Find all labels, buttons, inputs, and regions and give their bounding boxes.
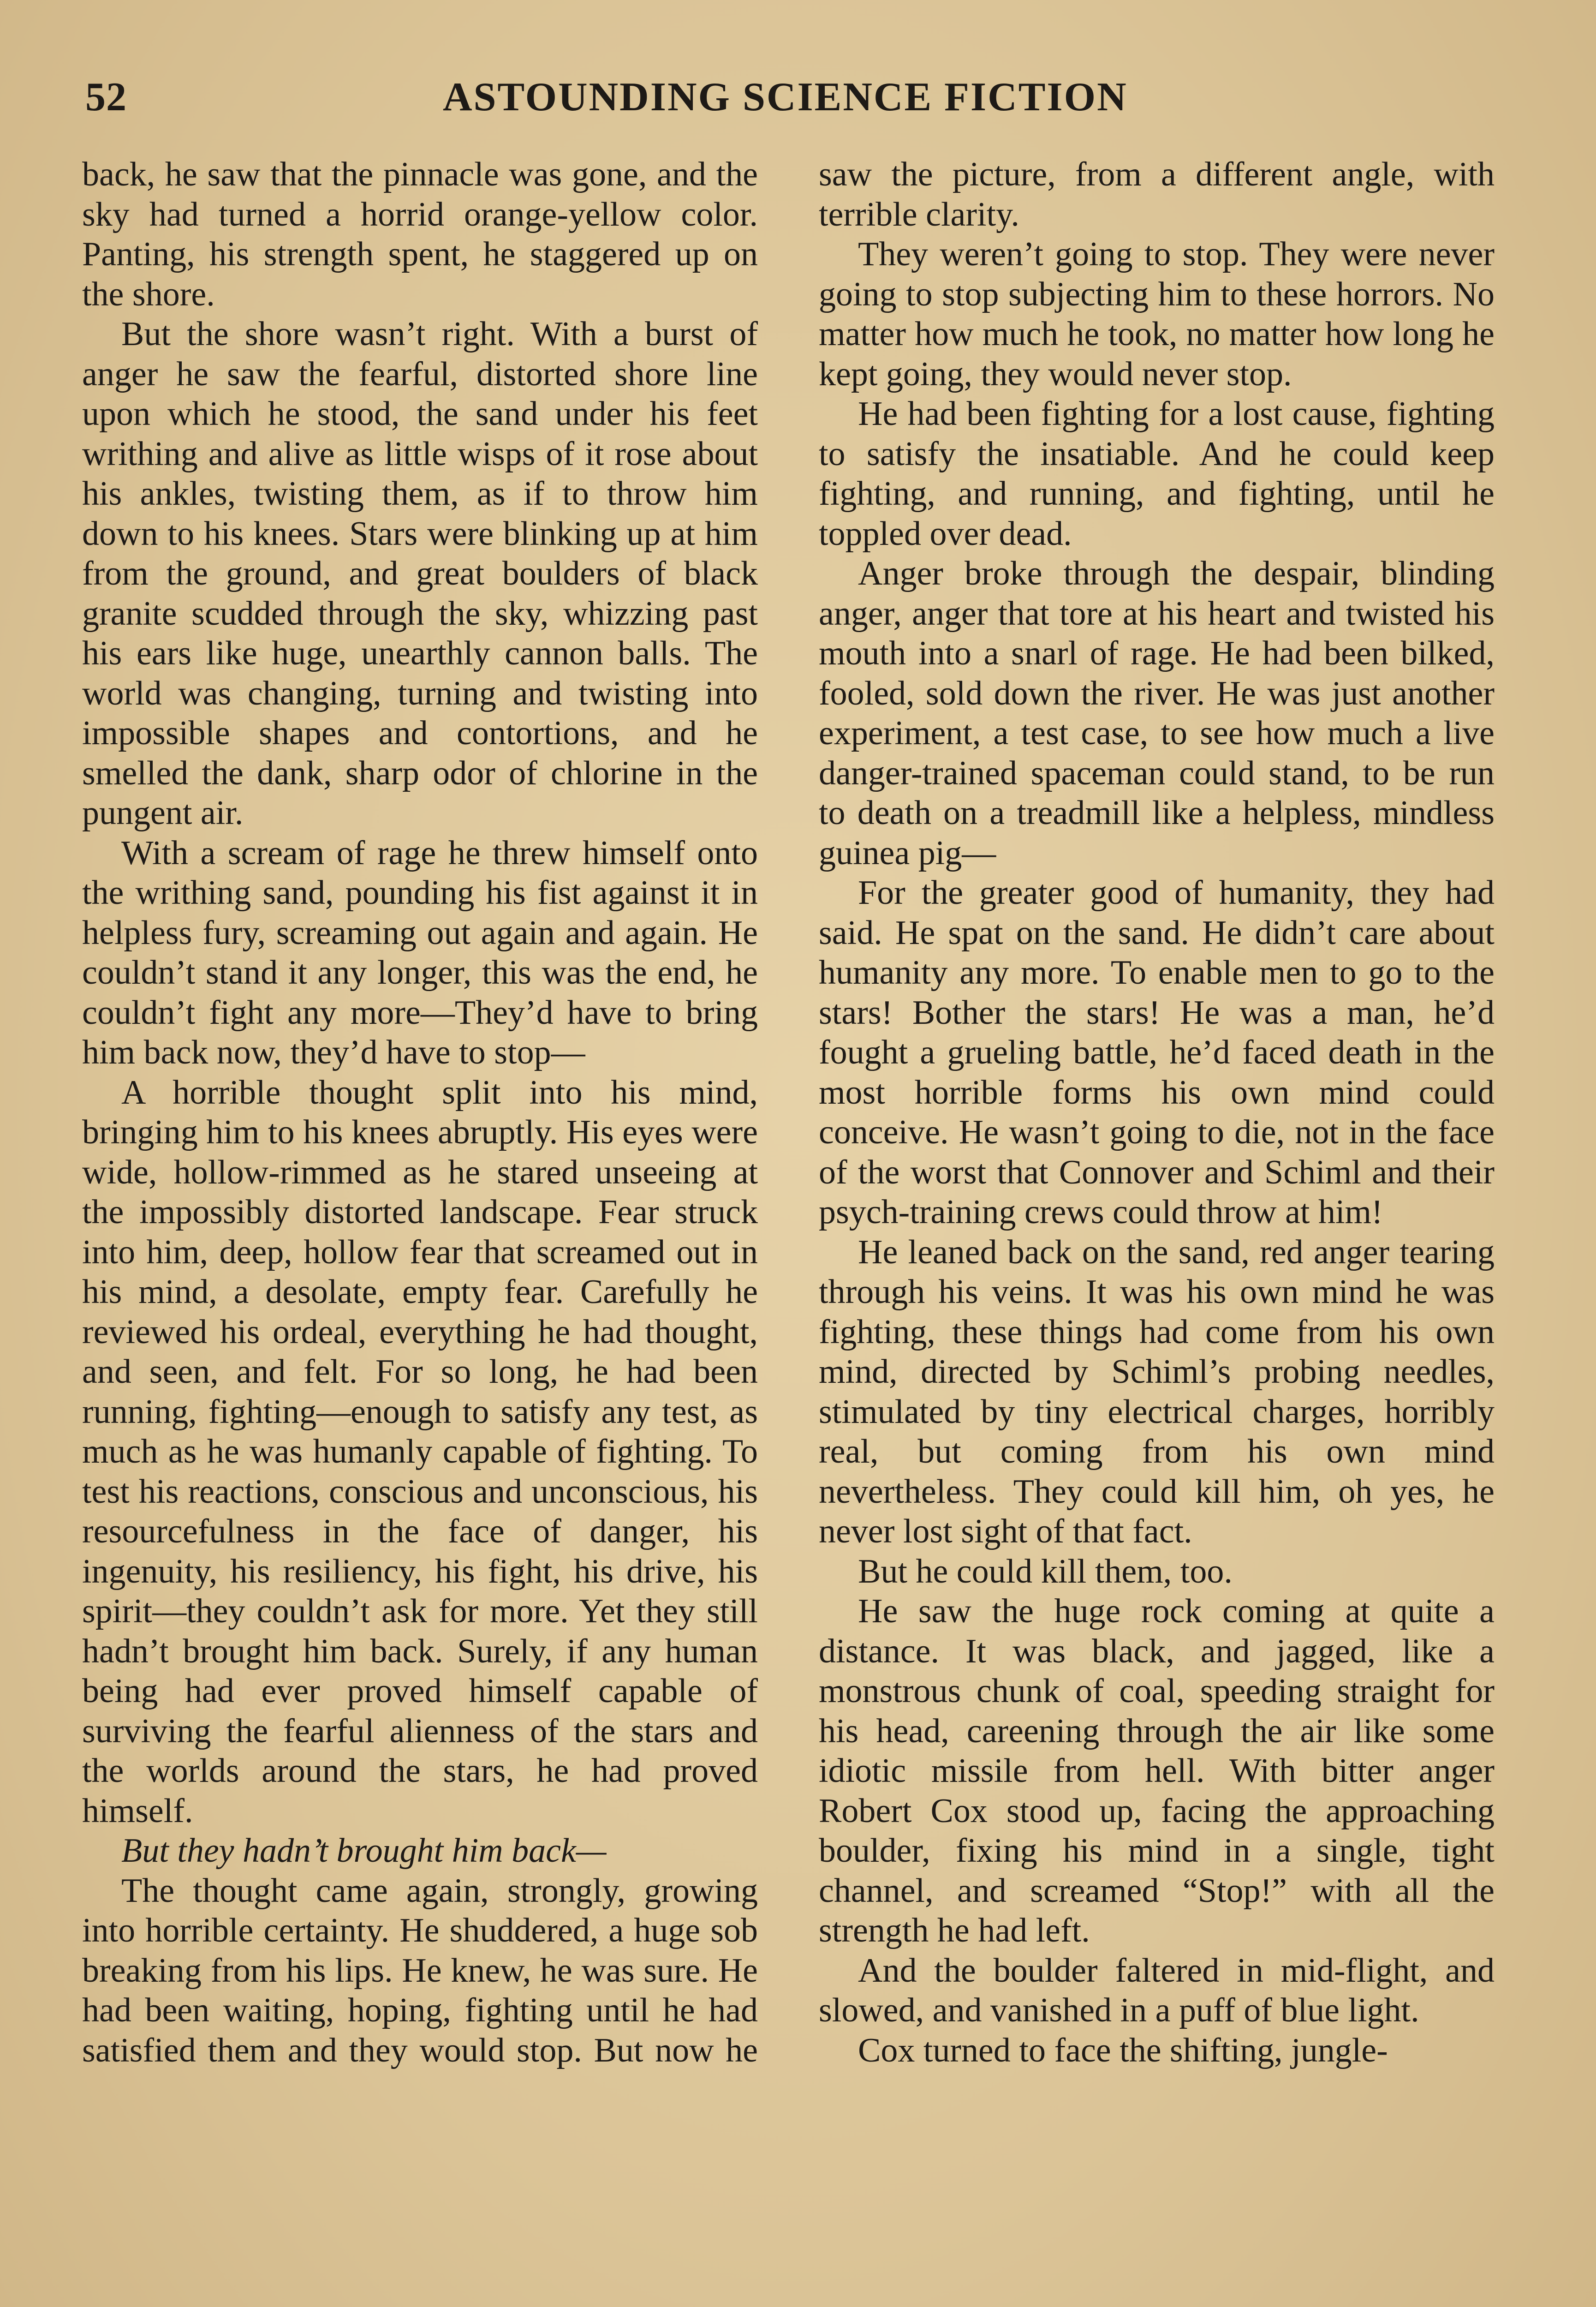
- left-column: [82, 155, 758, 2070]
- paragraph: And the boulder faltered in mid-flight, and slowed, and vanished in a puff of blue light.: [819, 1951, 1495, 2029]
- paragraph: back, he saw that the pinnacle was gone, and the sky had turned a horrid orange-yellow color. Panting, his strength spent, he staggered up on the shore.: [82, 155, 758, 313]
- right-column: [819, 155, 1495, 2070]
- running-head-title: ASTOUNDING SCIENCE FICTION: [443, 75, 1128, 120]
- paragraph: They weren’t going to stop. They were never going to stop subjecting him to these horrors. No matter how much he took, no matter how long he kept going, they would never stop.: [819, 235, 1495, 393]
- italic-paragraph: But they hadn’t brought him back—: [121, 1832, 607, 1870]
- paragraph: He had been fighting for a lost cause, fighting to satisfy the insatiable. And he could keep fighting, and running, and fighting, until he toppled over dead.: [819, 395, 1495, 553]
- paragraph: He leaned back on the sand, red anger tearing through his veins. It was his own mind he was fighting, these things had come from his own mind, directed by Schiml’s probing needles, stimulated by tiny electrical charges, horribly real, but coming from his own mind nevertheless. They could kill him, oh yes, he never lost sight of that fact.: [819, 1233, 1495, 1550]
- paragraph: For the greater good of humanity, they had said. He spat on the sand. He didn’t care about humanity any more. To enable men to go to the stars! Bother the stars! He was a man, he’d fought a grueling battle, he’d faced death in the most horrible forms his own mind could conceive. He wasn’t going to die, not in the face of the worst that Connover and Schiml and their psych-training crews could throw at him!: [819, 874, 1495, 1231]
- paragraph: saw the picture, from a different angle, with terrible clarity.: [819, 155, 1495, 233]
- page-number: 52: [85, 75, 127, 120]
- paragraph: The thought came again, strongly, growing into horrible certainty. He shuddered, a huge sob breaking from his lips. He knew, he was sure. He had been waiting, hoping, fighting until he had satisfied them and they would stop. But now he: [82, 1871, 758, 2069]
- paragraph: Anger broke through the despair, blinding anger, anger that tore at his heart and twisted his mouth into a snarl of rage. He had been bilked, fooled, sold down the river. He was just another experiment, a test case, to see how much a live danger-trained spaceman could stand, to be run to death on a treadmill like a helpless, mindless guinea pig—: [819, 555, 1495, 872]
- paragraph: With a scream of rage he threw himself onto the writhing sand, pounding his fist against it in helpless fury, screaming out again and again. He couldn’t stand it any longer, this was the end, he couldn’t fight any more—They’d have to bring him back now, they’d have to stop—: [82, 834, 758, 1071]
- paragraph: But he could kill them, too.: [858, 1552, 1233, 1590]
- paragraph: A horrible thought split into his mind, bringing him to his knees abruptly. His eyes were wide, hollow-rimmed as he stared unseeing at the impossibly distorted landscape. Fear struck into him, deep, hollow fear that screamed out in his mind, a desolate, empty fear. Carefully he reviewed his ordeal, everything he had thought, and seen, and felt. For so long, he had been running, fighting—enough to satisfy any test, as much as he was humanly capable of fighting. To test his reactions, conscious and unconscious, his resourcefulness in the face of danger, his ingenuity, his resiliency, his fight, his drive, his spirit—they couldn’t ask for more. Yet they still hadn’t brought him back. Surely, if any human being had ever proved himself capable of surviving the fearful alienness of the stars and the worlds around the stars, he had proved himself.: [82, 1073, 758, 1830]
- paragraph: He saw the huge rock coming at quite a distance. It was black, and jagged, like a monstrous chunk of coal, speeding straight for his head, careening through the air like some idiotic missile from hell. With bitter anger Robert Cox stood up, facing the approaching boulder, fixing his mind in a single, tight channel, and screamed “Stop!” with all the strength he had left.: [819, 1592, 1495, 1949]
- paragraph: Cox turned to face the shifting, jungle-: [858, 2031, 1388, 2069]
- paragraph: But the shore wasn’t right. With a burst of anger he saw the fearful, distorted shore line upon which he stood, the sand under his feet writhing and alive as little wisps of it rose about his ankles, twisting them, as if to throw him down to his knees. Stars were blinking up at him from the ground, and great boulders of black granite scudded through the sky, whizzing past his ears like huge, unearthly cannon balls. The world was changing, turning and twisting into impossible shapes and contortions, and he smelled the dank, sharp odor of chlorine in the pungent air.: [82, 315, 758, 832]
